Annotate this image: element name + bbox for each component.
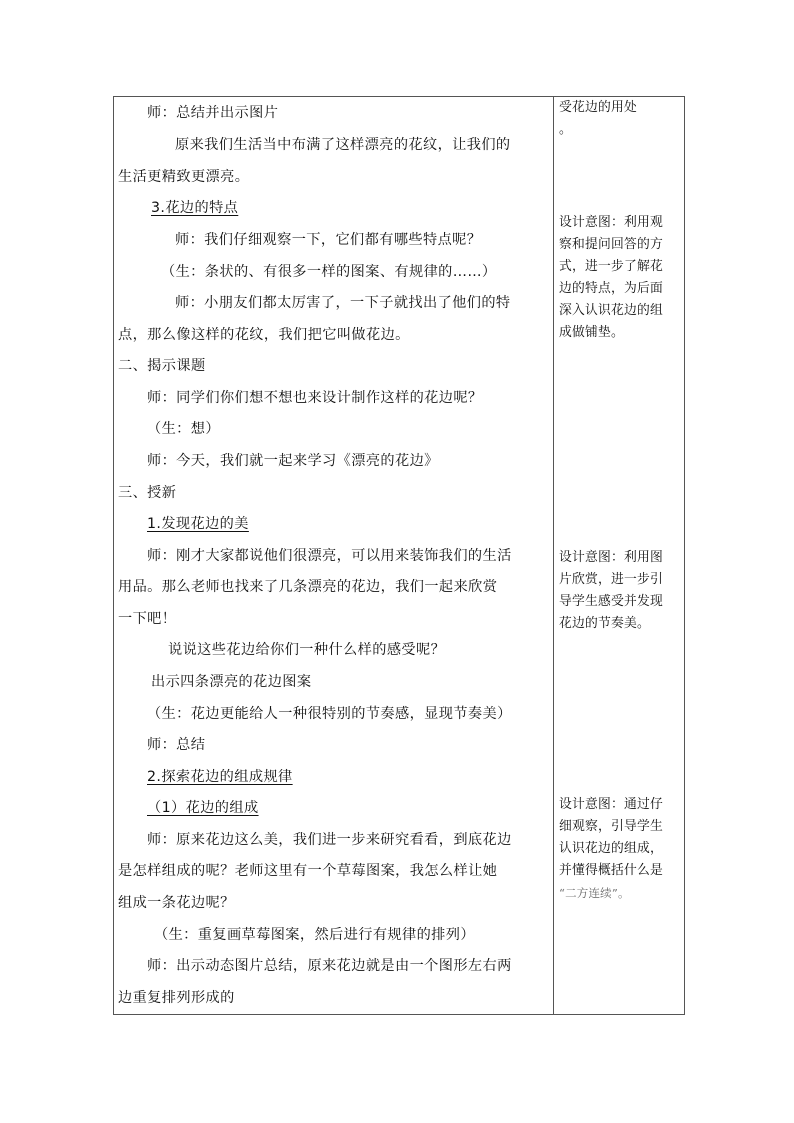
main-line: 师：小朋友们都太厉害了，一下子就找出了他们的特	[175, 295, 511, 311]
design-intent-note: 并懂得概括什么是	[559, 863, 663, 878]
main-line: 师：总结并出示图片	[147, 105, 279, 121]
section-heading: （1）花边的组成	[147, 800, 259, 816]
main-line: 师：出示动态图片总结，原来花边就是由一个图形左右两	[147, 958, 512, 974]
design-intent-note: 式，进一步了解花	[559, 259, 663, 274]
main-line: 原来我们生活当中布满了这样漂亮的花纹，让我们的	[175, 137, 511, 153]
main-line: 师：原来花边这么美，我们进一步来研究看看，到底花边	[147, 832, 512, 848]
main-line: 师：今天，我们就一起来学习《漂亮的花边》	[147, 453, 439, 469]
section-heading: 3.花边的特点	[151, 200, 239, 216]
lesson-plan-table	[113, 96, 685, 1015]
two-way-continuous-term: “二方连续”。	[559, 886, 630, 900]
section-heading: 三、授新	[118, 485, 177, 501]
design-intent-note: 细观察，引导学生	[559, 819, 663, 834]
section-heading: 二、揭示课题	[118, 358, 206, 374]
main-line: 边重复排列形成的	[118, 990, 235, 1006]
design-intent-column	[554, 97, 685, 1014]
design-intent-note: 设计意图：通过仔	[559, 797, 663, 812]
section-heading: 2.探索花边的组成规律	[147, 769, 293, 785]
main-line: （生：重复画草莓图案，然后进行有规律的排列）	[154, 927, 475, 943]
section-heading: 1.发现花边的美	[147, 516, 249, 532]
main-line: 组成一条花边呢？	[118, 895, 235, 911]
main-line: 说说这些花边给你们一种什么样的感受呢？	[168, 642, 446, 658]
design-intent-note	[559, 884, 630, 903]
design-intent-note: 认识花边的组成，	[559, 841, 663, 856]
design-intent-note: 导学生感受并发现	[559, 594, 663, 609]
design-intent-note: 边的特点，为后面	[559, 281, 663, 296]
design-intent-note: 片欣赏，进一步引	[559, 572, 663, 587]
design-intent-note: 花边的节奏美。	[559, 616, 650, 631]
side-note-line: 。	[559, 122, 572, 137]
main-line: 一下吧！	[118, 611, 177, 627]
main-line: 师：我们仔细观察一下，它们都有哪些特点呢？	[175, 232, 482, 248]
lesson-process-column	[114, 97, 553, 1014]
main-line: 是怎样组成的呢？老师这里有一个草莓图案，我怎么样让她	[118, 863, 498, 879]
main-line: 师：总结	[147, 737, 206, 753]
main-line: 师：刚才大家都说他们很漂亮，可以用来装饰我们的生活	[147, 548, 512, 564]
main-line: 生活更精致更漂亮。	[118, 169, 250, 185]
design-intent-note: 成做铺垫。	[559, 325, 624, 340]
main-line: （生：想）	[147, 421, 220, 437]
main-line: （生：条状的、有很多一样的图案、有规律的……）	[161, 264, 497, 280]
main-line: 用品。那么老师也找来了几条漂亮的花边，我们一起来欣赏	[118, 579, 498, 595]
design-intent-note: 深入认识花边的组	[559, 303, 663, 318]
side-note-line: 受花边的用处	[559, 100, 637, 115]
design-intent-note: 察和提问回答的方	[559, 237, 663, 252]
main-line: 点，那么像这样的花纹，我们把它叫做花边。	[118, 327, 410, 343]
design-intent-note: 设计意图：利用观	[559, 215, 663, 230]
main-line: （生：花边更能给人一种很特别的节奏感，显现节奏美）	[147, 706, 512, 722]
main-line: 出示四条漂亮的花边图案	[151, 674, 312, 690]
design-intent-note: 设计意图：利用图	[559, 550, 663, 565]
main-line: 师：同学们你们想不想也来设计制作这样的花边呢？	[147, 390, 483, 406]
